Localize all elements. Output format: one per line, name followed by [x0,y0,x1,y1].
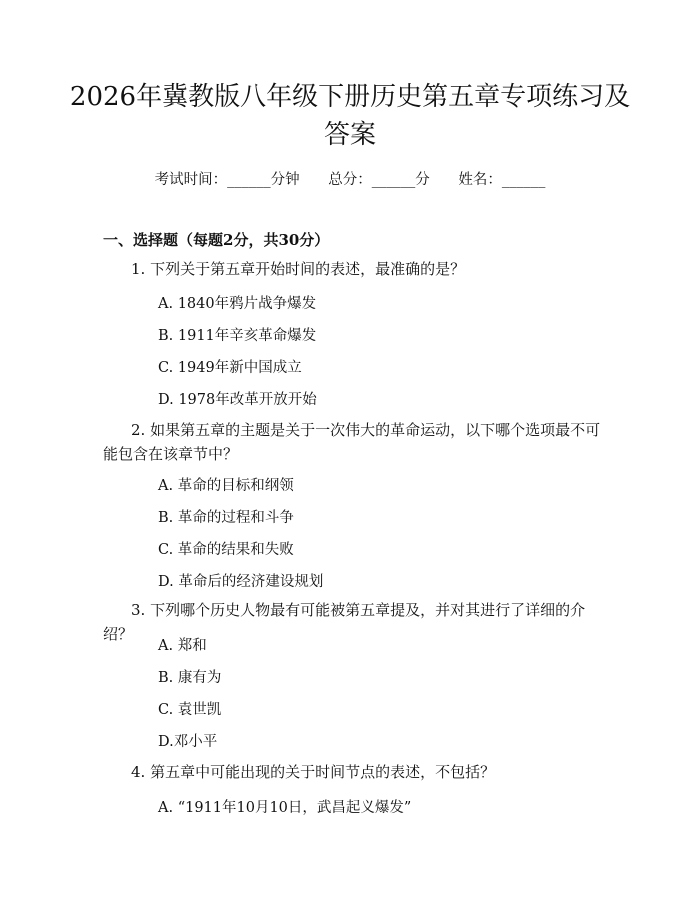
exam-meta [0,168,700,189]
q3-option-c: C. 袁世凯 [158,702,222,718]
q3-option-d: D.邓小平 [158,734,218,750]
q3-option-a: A. 郑和 [158,638,207,654]
question-2: 2. 如果第五章的主题是关于一次伟大的革命运动，以下哪个选项最不可能包含在该章节中？ [103,421,601,463]
q4-option-a: A. “1911年10月10日，武昌起义爆发” [158,800,412,816]
q3-option-b: B. 康有为 [158,670,222,686]
total-score: 总分：______分 [328,172,430,188]
student-name: 姓名：______ [458,172,546,188]
q1-option-a: A. 1840年鸦片战争爆发 [158,296,317,312]
question-1: 1. 下列关于第五章开始时间的表述，最准确的是？ [131,260,466,278]
question-3: 3. 下列哪个历史人物最有可能被第五章提及，并对其进行了详细的介绍？ [103,601,586,643]
q2-option-b: B. 革命的过程和斗争 [158,510,294,526]
q1-option-d: D. 1978年改革开放开始 [158,392,317,408]
page-title: 2026年冀教版八年级下册历史第五章专项练习及答案 [69,82,631,150]
q2-option-a: A. 革命的目标和纲领 [158,478,294,494]
q1-option-c: C. 1949年新中国成立 [158,360,302,376]
q2-option-d: D. 革命后的经济建设规划 [158,574,324,590]
section-heading: 一、选择题（每题2分，共30分） [103,231,330,249]
q1-option-b: B. 1911年辛亥革命爆发 [158,328,317,344]
q2-option-c: C. 革命的结果和失败 [158,542,294,558]
exam-time: 考试时间：______分钟 [154,172,300,188]
question-4: 4. 第五章中可能出现的关于时间节点的表述，不包括？ [131,763,496,781]
